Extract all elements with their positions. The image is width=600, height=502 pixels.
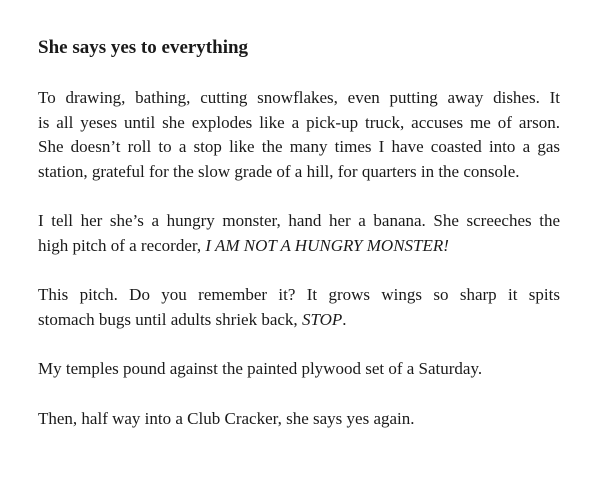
stanza-1 <box>38 86 560 184</box>
stanza-2-line-1: I tell her she’s a hungry monster, hand her a banana. She screeches the <box>38 211 560 230</box>
stanza-4-line-1: My temples pound against the painted plywood set of a Saturday. <box>38 359 483 378</box>
stanza-3-line-2 <box>38 308 560 333</box>
stanza-2-line-2-text: high pitch of a recorder, <box>38 235 206 255</box>
stanza-5-line-1: Then, half way into a Club Cracker, she says yes again. <box>38 408 415 428</box>
stanza-2 <box>38 209 560 258</box>
stanza-2-line-2 <box>38 234 560 259</box>
stanza-1-line-3: She doesn’t roll to a stop like the many times I have coasted into a gas <box>38 137 560 156</box>
stanza-5 <box>38 407 560 432</box>
poem-page <box>38 36 560 431</box>
stanza-3-line-2-text: stomach bugs until adults shriek back, <box>38 309 302 329</box>
stanza-3-line-1: This pitch. Do you remember it? It grows wings so sharp it spits <box>38 285 560 304</box>
stanza-1-line-1: To drawing, bathing, cutting snowflakes, even putting away dishes. It <box>38 88 560 107</box>
poem-title: She says yes to everything <box>38 37 249 58</box>
stanza-3 <box>38 283 560 332</box>
stanza-3-stop: STOP <box>301 309 343 329</box>
stanza-2-shout: I AM NOT A HUNGRY MONSTER! <box>205 235 449 255</box>
stanza-1-line-2: is all yeses until she explodes like a pick-up truck, accuses me of arson. <box>38 112 560 132</box>
stanza-3-period: . <box>342 309 347 329</box>
stanza-4 <box>38 357 560 382</box>
stanza-1-line-4: station, grateful for the slow grade of a hill, for quarters in the console. <box>38 161 520 181</box>
